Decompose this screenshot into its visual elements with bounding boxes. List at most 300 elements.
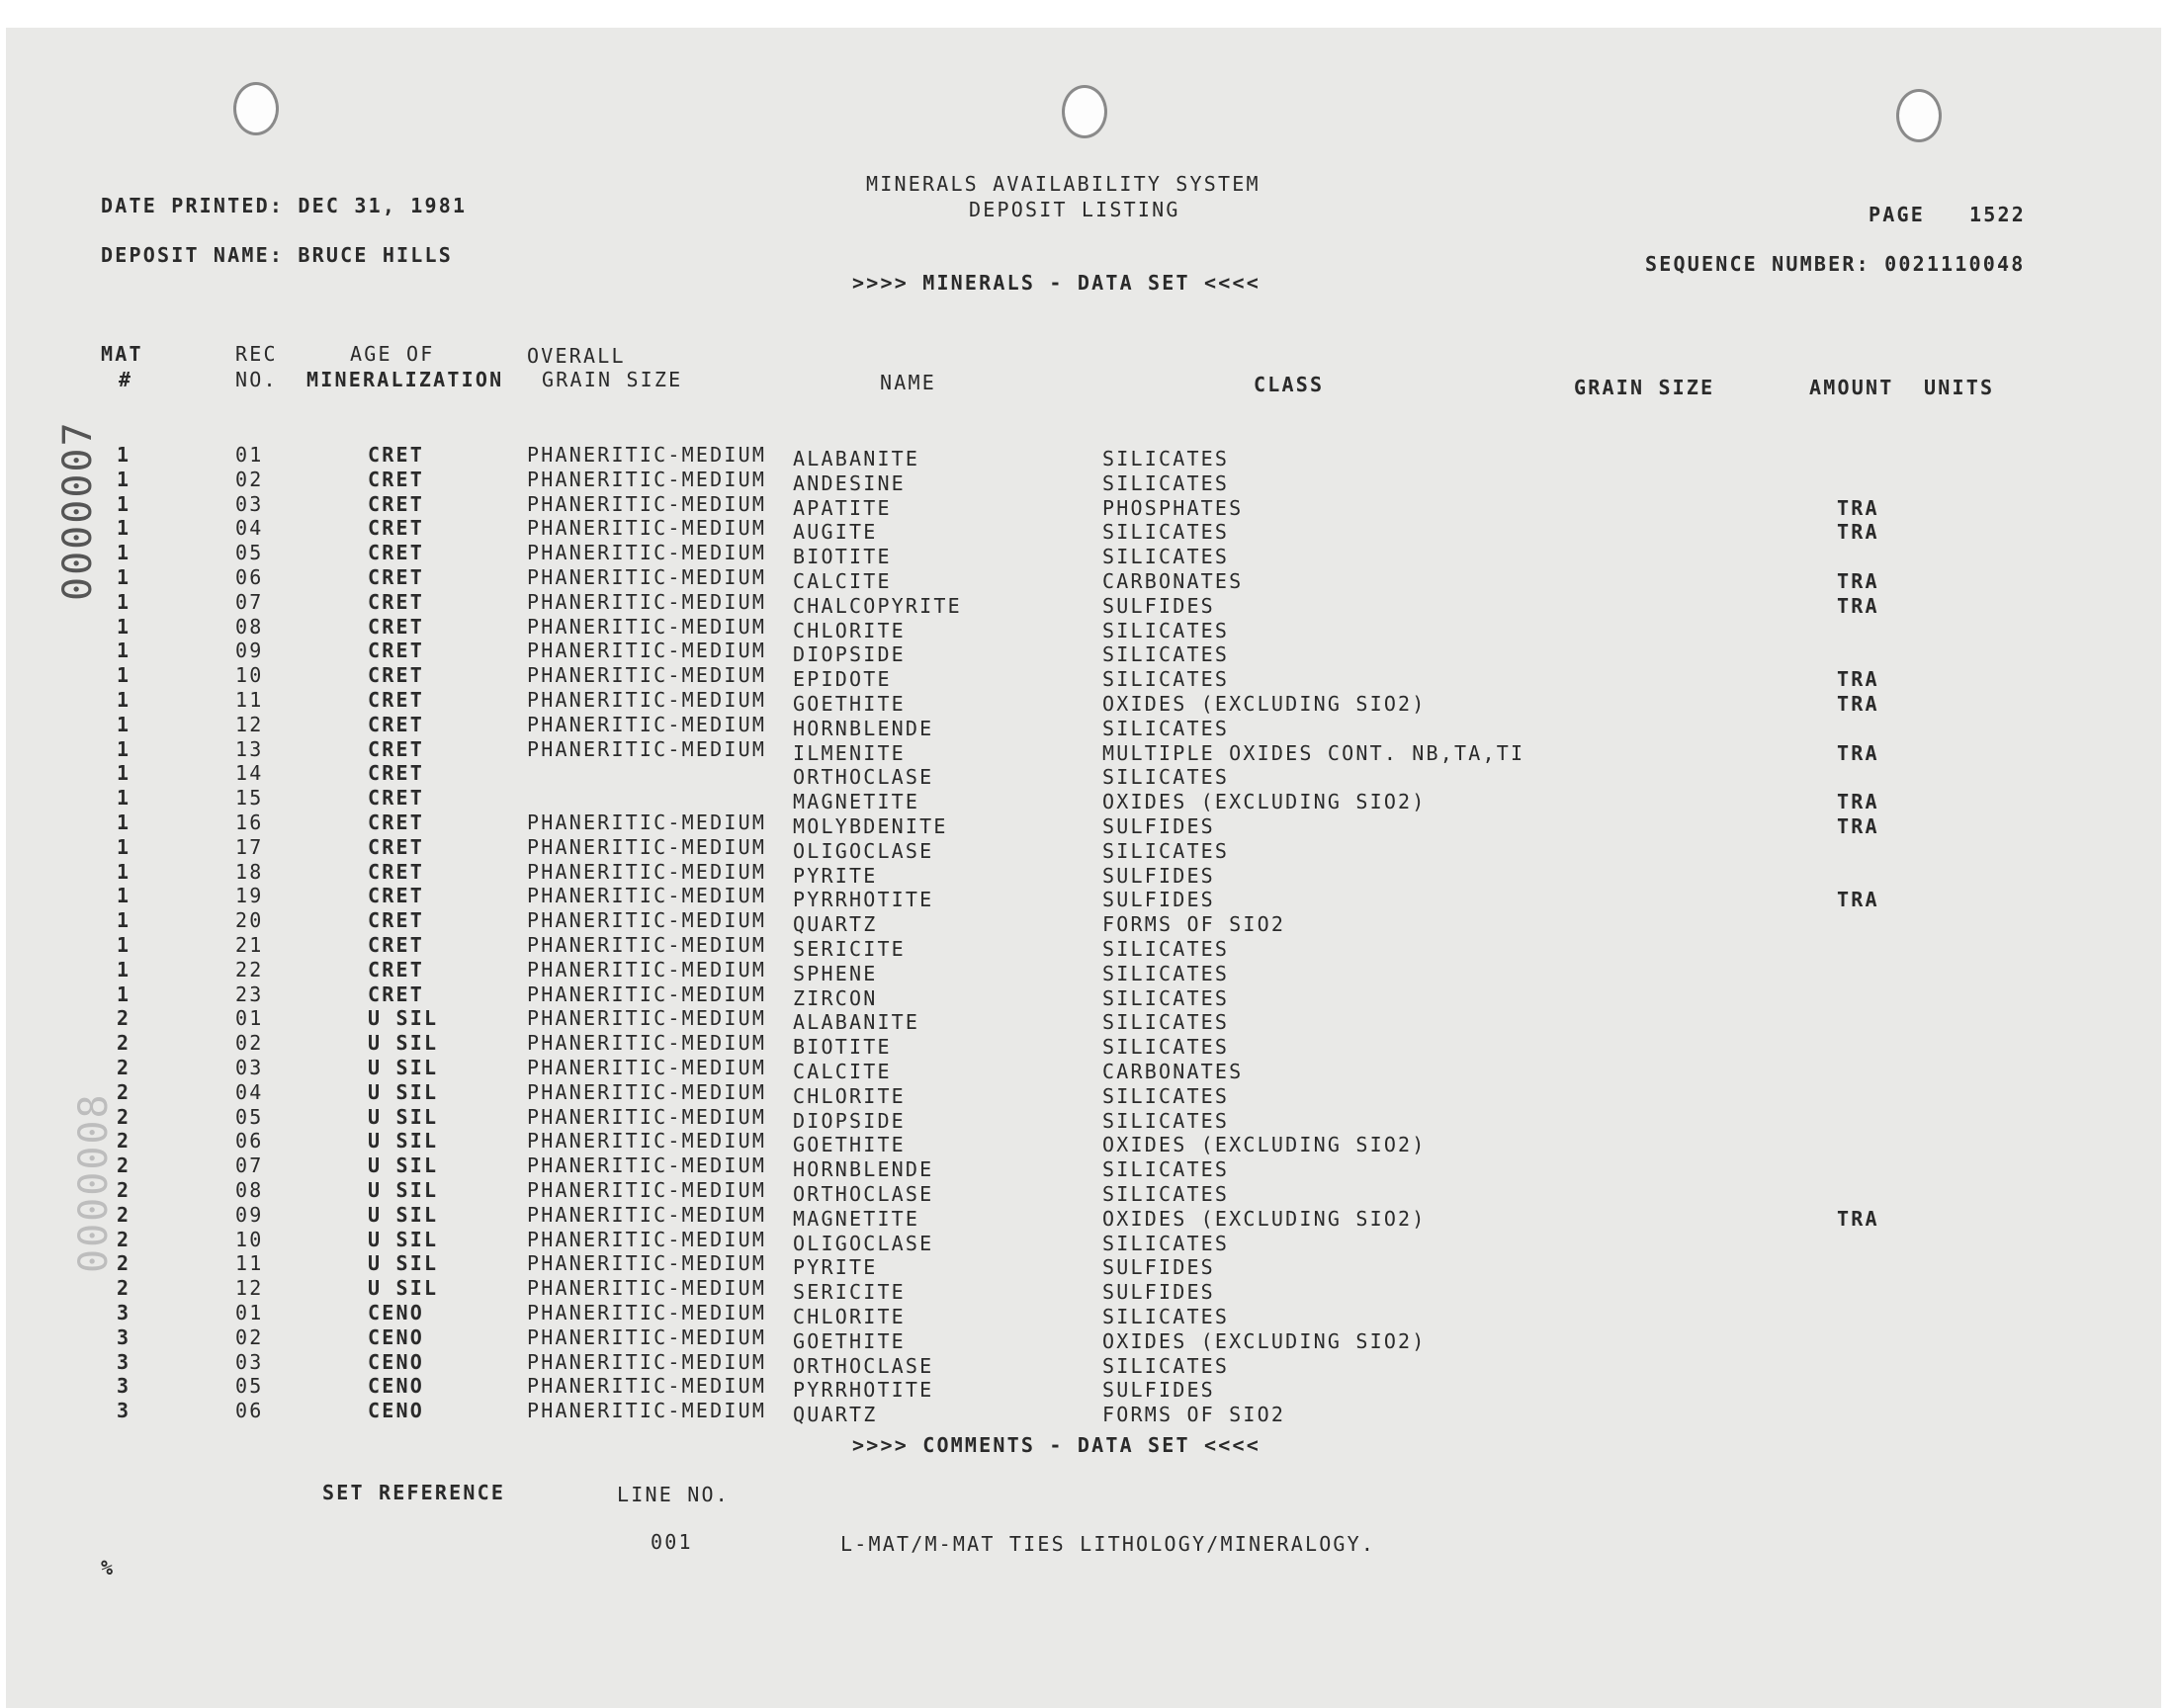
- cell-class: OXIDES (EXCLUDING SIO2): [1102, 692, 1427, 716]
- cell-mat: 1: [117, 835, 131, 859]
- comment-text: L-MAT/M-MAT TIES LITHOLOGY/MINERALOGY.: [840, 1532, 1376, 1556]
- cell-age: U SIL: [368, 1080, 439, 1104]
- cell-grain: PHANERITIC-MEDIUM: [527, 688, 767, 712]
- col-units: UNITS: [1924, 376, 1995, 399]
- cell-age: CRET: [368, 860, 424, 884]
- cell-age: U SIL: [368, 1129, 439, 1153]
- table-row: [6, 908, 2161, 936]
- table-row: [6, 443, 2161, 468]
- cell-name: ORTHOCLASE: [793, 1354, 934, 1378]
- cell-mat: 2: [117, 1105, 131, 1129]
- frame-stamp-top: 0000007: [55, 420, 101, 601]
- cell-name: MAGNETITE: [793, 790, 920, 813]
- cell-mat: 1: [117, 884, 131, 907]
- cell-name: BIOTITE: [793, 545, 892, 568]
- table-row: [6, 663, 2161, 691]
- cell-grain: PHANERITIC-MEDIUM: [527, 468, 767, 491]
- col-grain-top: OVERALL: [527, 344, 626, 368]
- cell-name: QUARTZ: [793, 912, 878, 936]
- table-row: [6, 1350, 2161, 1378]
- cell-class: SULFIDES: [1102, 888, 1215, 911]
- cell-class: SILICATES: [1102, 717, 1230, 740]
- cell-rec: 02: [235, 1031, 264, 1055]
- cell-class: SILICATES: [1102, 520, 1230, 544]
- cell-class: SILICATES: [1102, 765, 1230, 789]
- cell-name: CHLORITE: [793, 1305, 906, 1328]
- cell-grain: PHANERITIC-MEDIUM: [527, 1056, 767, 1079]
- cell-rec: 06: [235, 1399, 264, 1422]
- cell-grain: PHANERITIC-MEDIUM: [527, 1228, 767, 1251]
- cell-name: ORTHOCLASE: [793, 765, 934, 789]
- cell-mat: 1: [117, 860, 131, 884]
- cell-grain: PHANERITIC-MEDIUM: [527, 639, 767, 662]
- cell-rec: 02: [235, 468, 264, 491]
- cell-mat: 1: [117, 443, 131, 467]
- cell-rec: 07: [235, 1153, 264, 1177]
- cell-class: SILICATES: [1102, 962, 1230, 985]
- cell-age: CRET: [368, 908, 424, 932]
- cell-class: SULFIDES: [1102, 814, 1215, 838]
- col-age-top: AGE OF: [350, 342, 435, 366]
- cell-age: U SIL: [368, 1276, 439, 1300]
- cell-name: CHLORITE: [793, 619, 906, 642]
- table-row: [6, 615, 2161, 640]
- cell-rec: 05: [235, 1105, 264, 1129]
- comment-line-number: 001: [651, 1530, 693, 1554]
- cell-mat: 1: [117, 958, 131, 982]
- cell-rec: 17: [235, 835, 264, 859]
- cell-class: SULFIDES: [1102, 1378, 1215, 1402]
- cell-age: CENO: [368, 1325, 424, 1349]
- cell-age: CRET: [368, 835, 424, 859]
- cell-mat: 1: [117, 786, 131, 810]
- cell-class: FORMS OF SIO2: [1102, 1403, 1286, 1426]
- table-row: [6, 1203, 2161, 1231]
- page-number: 1522: [1969, 203, 2026, 226]
- cell-mat: 2: [117, 1178, 131, 1202]
- cell-name: APATITE: [793, 496, 892, 520]
- cell-class: SILICATES: [1102, 1084, 1230, 1108]
- cell-grain: PHANERITIC-MEDIUM: [527, 1301, 767, 1324]
- cell-age: CRET: [368, 761, 424, 785]
- punch-hole-left: [233, 82, 279, 135]
- cell-class: OXIDES (EXCLUDING SIO2): [1102, 1329, 1427, 1353]
- cell-class: SILICATES: [1102, 619, 1230, 642]
- cell-rec: 20: [235, 908, 264, 932]
- col-grain-size: GRAIN SIZE: [1574, 376, 1715, 399]
- cell-name: OLIGOCLASE: [793, 839, 934, 863]
- cell-mat: 2: [117, 1276, 131, 1300]
- cell-name: DIOPSIDE: [793, 1109, 906, 1133]
- cell-grain: PHANERITIC-MEDIUM: [527, 908, 767, 932]
- table-row: [6, 639, 2161, 666]
- col-class: CLASS: [1254, 373, 1325, 396]
- line-no-label: LINE NO.: [617, 1483, 730, 1506]
- cell-class: SULFIDES: [1102, 1280, 1215, 1304]
- table-row: [6, 688, 2161, 716]
- col-mat-bottom: #: [119, 368, 133, 391]
- comments-section-title: >>>> COMMENTS - DATA SET <<<<: [852, 1433, 1261, 1457]
- cell-rec: 03: [235, 492, 264, 516]
- cell-age: CRET: [368, 639, 424, 662]
- cell-grain: PHANERITIC-MEDIUM: [527, 1129, 767, 1153]
- cell-name: GOETHITE: [793, 692, 906, 716]
- cell-name: SERICITE: [793, 1280, 906, 1304]
- cell-mat: 1: [117, 982, 131, 1006]
- cell-grain: PHANERITIC-MEDIUM: [527, 737, 767, 761]
- cell-class: SILICATES: [1102, 642, 1230, 666]
- cell-grain: PHANERITIC-MEDIUM: [527, 1374, 767, 1398]
- cell-rec: 05: [235, 541, 264, 564]
- cell-grain: PHANERITIC-MEDIUM: [527, 835, 767, 859]
- page-label: PAGE: [1869, 203, 1925, 226]
- cell-age: CRET: [368, 590, 424, 614]
- cell-grain: PHANERITIC-MEDIUM: [527, 958, 767, 982]
- cell-age: CRET: [368, 468, 424, 491]
- document-page: [6, 28, 2161, 1708]
- sequence-number: SEQUENCE NUMBER: 0021110048: [1645, 252, 2026, 276]
- cell-class: SILICATES: [1102, 1232, 1230, 1255]
- cell-class: SILICATES: [1102, 1035, 1230, 1059]
- cell-name: ORTHOCLASE: [793, 1182, 934, 1206]
- cell-name: PYRRHOTITE: [793, 1378, 934, 1402]
- cell-name: QUARTZ: [793, 1403, 878, 1426]
- cell-rec: 06: [235, 1129, 264, 1153]
- cell-amount: TRA: [1837, 741, 1879, 765]
- cell-rec: 01: [235, 1301, 264, 1324]
- cell-grain: PHANERITIC-MEDIUM: [527, 1105, 767, 1129]
- cell-rec: 18: [235, 860, 264, 884]
- cell-amount: TRA: [1837, 888, 1879, 911]
- cell-mat: 2: [117, 1203, 131, 1227]
- cell-grain: PHANERITIC-MEDIUM: [527, 1399, 767, 1422]
- minerals-section-title: >>>> MINERALS - DATA SET <<<<: [852, 271, 1261, 295]
- table-row: [6, 761, 2161, 789]
- cell-rec: 11: [235, 688, 264, 712]
- table-row: [6, 958, 2161, 985]
- cell-age: U SIL: [368, 1006, 439, 1030]
- cell-age: CRET: [368, 541, 424, 564]
- cell-mat: 1: [117, 639, 131, 662]
- table-row: [6, 1374, 2161, 1402]
- set-reference-label: SET REFERENCE: [322, 1481, 506, 1504]
- cell-grain: PHANERITIC-MEDIUM: [527, 1031, 767, 1055]
- cell-class: CARBONATES: [1102, 1060, 1244, 1083]
- cell-name: HORNBLENDE: [793, 1157, 934, 1181]
- cell-age: CRET: [368, 443, 424, 467]
- cell-class: SILICATES: [1102, 839, 1230, 863]
- cell-rec: 04: [235, 516, 264, 540]
- cell-class: SILICATES: [1102, 1354, 1230, 1378]
- cell-grain: PHANERITIC-MEDIUM: [527, 884, 767, 907]
- cell-amount: TRA: [1837, 520, 1879, 544]
- cell-rec: 19: [235, 884, 264, 907]
- cell-mat: 2: [117, 1006, 131, 1030]
- deposit-name: DEPOSIT NAME: BRUCE HILLS: [101, 243, 454, 267]
- cell-mat: 1: [117, 590, 131, 614]
- cell-grain: PHANERITIC-MEDIUM: [527, 1203, 767, 1227]
- table-row: [6, 786, 2161, 811]
- frame-stamp-bottom: 0000008: [71, 1092, 117, 1273]
- listing-title: DEPOSIT LISTING: [969, 198, 1180, 221]
- cell-amount: TRA: [1837, 1207, 1879, 1231]
- cell-class: SILICATES: [1102, 471, 1230, 495]
- cell-class: SILICATES: [1102, 1182, 1230, 1206]
- cell-class: SILICATES: [1102, 447, 1230, 470]
- cell-grain: PHANERITIC-MEDIUM: [527, 860, 767, 884]
- cell-rec: 10: [235, 1228, 264, 1251]
- cell-class: SULFIDES: [1102, 1255, 1215, 1279]
- cell-mat: 1: [117, 713, 131, 736]
- cell-class: SILICATES: [1102, 1157, 1230, 1181]
- cell-age: CRET: [368, 688, 424, 712]
- cell-name: GOETHITE: [793, 1329, 906, 1353]
- cell-amount: TRA: [1837, 814, 1879, 838]
- cell-age: CRET: [368, 884, 424, 907]
- punch-hole-center: [1062, 85, 1107, 138]
- cell-age: CRET: [368, 516, 424, 540]
- table-row: [6, 468, 2161, 495]
- table-row: [6, 1031, 2161, 1059]
- cell-rec: 09: [235, 639, 264, 662]
- cell-rec: 04: [235, 1080, 264, 1104]
- table-row: [6, 1251, 2161, 1279]
- cell-mat: 1: [117, 492, 131, 516]
- cell-rec: 08: [235, 1178, 264, 1202]
- cell-age: CRET: [368, 713, 424, 736]
- cell-age: CRET: [368, 811, 424, 834]
- col-grain-bottom: GRAIN SIZE: [542, 368, 683, 391]
- cell-mat: 1: [117, 565, 131, 589]
- cell-class: PHOSPHATES: [1102, 496, 1244, 520]
- cell-class: FORMS OF SIO2: [1102, 912, 1286, 936]
- table-row: [6, 1325, 2161, 1353]
- cell-class: SULFIDES: [1102, 864, 1215, 888]
- cell-age: U SIL: [368, 1056, 439, 1079]
- table-row: [6, 1105, 2161, 1133]
- cell-rec: 12: [235, 713, 264, 736]
- cell-name: GOETHITE: [793, 1133, 906, 1156]
- cell-amount: TRA: [1837, 496, 1879, 520]
- cell-grain: PHANERITIC-MEDIUM: [527, 1178, 767, 1202]
- cell-name: BIOTITE: [793, 1035, 892, 1059]
- cell-name: SPHENE: [793, 962, 878, 985]
- cell-mat: 2: [117, 1251, 131, 1275]
- cell-grain: PHANERITIC-MEDIUM: [527, 1153, 767, 1177]
- cell-grain: PHANERITIC-MEDIUM: [527, 1251, 767, 1275]
- cell-mat: 2: [117, 1153, 131, 1177]
- cell-name: OLIGOCLASE: [793, 1232, 934, 1255]
- cell-mat: 2: [117, 1031, 131, 1055]
- cell-mat: 1: [117, 663, 131, 687]
- cell-grain: PHANERITIC-MEDIUM: [527, 615, 767, 639]
- cell-age: U SIL: [368, 1153, 439, 1177]
- cell-name: MOLYBDENITE: [793, 814, 948, 838]
- cell-name: ANDESINE: [793, 471, 906, 495]
- cell-age: CRET: [368, 982, 424, 1006]
- cell-name: PYRITE: [793, 1255, 878, 1279]
- cell-class: SILICATES: [1102, 545, 1230, 568]
- cell-mat: 3: [117, 1399, 131, 1422]
- system-title: MINERALS AVAILABILITY SYSTEM: [866, 172, 1261, 196]
- cell-mat: 2: [117, 1080, 131, 1104]
- col-rec-bottom: NO.: [235, 368, 278, 391]
- cell-grain: PHANERITIC-MEDIUM: [527, 1276, 767, 1300]
- cell-rec: 02: [235, 1325, 264, 1349]
- cell-name: CHLORITE: [793, 1084, 906, 1108]
- cell-age: CRET: [368, 565, 424, 589]
- cell-class: OXIDES (EXCLUDING SIO2): [1102, 790, 1427, 813]
- cell-mat: 2: [117, 1129, 131, 1153]
- cell-name: HORNBLENDE: [793, 717, 934, 740]
- cell-class: SILICATES: [1102, 667, 1230, 691]
- table-row: [6, 590, 2161, 618]
- percent-mark: %: [101, 1556, 116, 1580]
- cell-mat: 1: [117, 516, 131, 540]
- cell-rec: 15: [235, 786, 264, 810]
- cell-class: CARBONATES: [1102, 569, 1244, 593]
- table-row: [6, 1080, 2161, 1108]
- cell-class: SULFIDES: [1102, 594, 1215, 618]
- cell-mat: 3: [117, 1374, 131, 1398]
- cell-class: SILICATES: [1102, 1305, 1230, 1328]
- cell-class: MULTIPLE OXIDES CONT. NB,TA,TI: [1102, 741, 1525, 765]
- cell-age: U SIL: [368, 1203, 439, 1227]
- date-printed: DATE PRINTED: DEC 31, 1981: [101, 194, 468, 217]
- table-row: [6, 713, 2161, 740]
- cell-age: U SIL: [368, 1178, 439, 1202]
- cell-grain: PHANERITIC-MEDIUM: [527, 713, 767, 736]
- cell-grain: PHANERITIC-MEDIUM: [527, 565, 767, 589]
- cell-mat: 3: [117, 1325, 131, 1349]
- cell-class: SILICATES: [1102, 986, 1230, 1010]
- cell-name: AUGITE: [793, 520, 878, 544]
- cell-grain: PHANERITIC-MEDIUM: [527, 1006, 767, 1030]
- cell-name: MAGNETITE: [793, 1207, 920, 1231]
- cell-mat: 1: [117, 761, 131, 785]
- table-row: [6, 1178, 2161, 1206]
- cell-grain: PHANERITIC-MEDIUM: [527, 443, 767, 467]
- cell-amount: TRA: [1837, 667, 1879, 691]
- cell-age: CRET: [368, 958, 424, 982]
- table-row: [6, 1399, 2161, 1426]
- table-row: [6, 1276, 2161, 1304]
- cell-grain: PHANERITIC-MEDIUM: [527, 811, 767, 834]
- cell-amount: TRA: [1837, 594, 1879, 618]
- cell-mat: 2: [117, 1228, 131, 1251]
- table-row: [6, 933, 2161, 961]
- cell-mat: 1: [117, 541, 131, 564]
- cell-age: CRET: [368, 737, 424, 761]
- table-row: [6, 541, 2161, 568]
- cell-name: SERICITE: [793, 937, 906, 961]
- col-mat-top: MAT: [101, 342, 143, 366]
- cell-name: ALABANITE: [793, 447, 920, 470]
- cell-grain: PHANERITIC-MEDIUM: [527, 1325, 767, 1349]
- cell-age: CRET: [368, 933, 424, 957]
- cell-rec: 21: [235, 933, 264, 957]
- cell-age: CRET: [368, 663, 424, 687]
- cell-name: PYRRHOTITE: [793, 888, 934, 911]
- cell-age: U SIL: [368, 1251, 439, 1275]
- cell-mat: 1: [117, 737, 131, 761]
- cell-rec: 03: [235, 1056, 264, 1079]
- cell-mat: 1: [117, 811, 131, 834]
- table-row: [6, 492, 2161, 520]
- cell-name: DIOPSIDE: [793, 642, 906, 666]
- cell-rec: 09: [235, 1203, 264, 1227]
- cell-grain: PHANERITIC-MEDIUM: [527, 541, 767, 564]
- cell-class: SILICATES: [1102, 1010, 1230, 1034]
- table-row: [6, 516, 2161, 544]
- cell-age: CRET: [368, 615, 424, 639]
- cell-grain: PHANERITIC-MEDIUM: [527, 663, 767, 687]
- cell-amount: TRA: [1837, 790, 1879, 813]
- table-row: [6, 884, 2161, 911]
- cell-rec: 22: [235, 958, 264, 982]
- cell-name: PYRITE: [793, 864, 878, 888]
- cell-age: CRET: [368, 492, 424, 516]
- cell-name: CALCITE: [793, 1060, 892, 1083]
- cell-rec: 07: [235, 590, 264, 614]
- cell-rec: 16: [235, 811, 264, 834]
- cell-age: CENO: [368, 1374, 424, 1398]
- cell-rec: 12: [235, 1276, 264, 1300]
- cell-age: CRET: [368, 786, 424, 810]
- cell-age: U SIL: [368, 1031, 439, 1055]
- cell-age: U SIL: [368, 1105, 439, 1129]
- cell-mat: 1: [117, 933, 131, 957]
- cell-name: CALCITE: [793, 569, 892, 593]
- cell-grain: PHANERITIC-MEDIUM: [527, 590, 767, 614]
- cell-class: OXIDES (EXCLUDING SIO2): [1102, 1207, 1427, 1231]
- cell-rec: 01: [235, 1006, 264, 1030]
- cell-mat: 3: [117, 1301, 131, 1324]
- cell-mat: 1: [117, 688, 131, 712]
- table-row: [6, 737, 2161, 765]
- cell-mat: 1: [117, 468, 131, 491]
- cell-age: CENO: [368, 1399, 424, 1422]
- cell-name: CHALCOPYRITE: [793, 594, 962, 618]
- cell-rec: 14: [235, 761, 264, 785]
- cell-name: ILMENITE: [793, 741, 906, 765]
- cell-mat: 1: [117, 615, 131, 639]
- cell-name: ALABANITE: [793, 1010, 920, 1034]
- cell-name: EPIDOTE: [793, 667, 892, 691]
- cell-rec: 06: [235, 565, 264, 589]
- cell-grain: PHANERITIC-MEDIUM: [527, 492, 767, 516]
- cell-grain: PHANERITIC-MEDIUM: [527, 516, 767, 540]
- table-row: [6, 1006, 2161, 1034]
- table-row: [6, 1301, 2161, 1328]
- cell-age: U SIL: [368, 1228, 439, 1251]
- cell-amount: TRA: [1837, 692, 1879, 716]
- cell-mat: 1: [117, 908, 131, 932]
- cell-class: SILICATES: [1102, 937, 1230, 961]
- cell-grain: PHANERITIC-MEDIUM: [527, 1080, 767, 1104]
- cell-age: CENO: [368, 1350, 424, 1374]
- table-row: [6, 1228, 2161, 1255]
- cell-age: CENO: [368, 1301, 424, 1324]
- table-row: [6, 835, 2161, 863]
- table-row: [6, 1056, 2161, 1083]
- cell-mat: 2: [117, 1056, 131, 1079]
- cell-rec: 23: [235, 982, 264, 1006]
- table-row: [6, 1153, 2161, 1181]
- cell-rec: 08: [235, 615, 264, 639]
- cell-grain: PHANERITIC-MEDIUM: [527, 982, 767, 1006]
- cell-name: ZIRCON: [793, 986, 878, 1010]
